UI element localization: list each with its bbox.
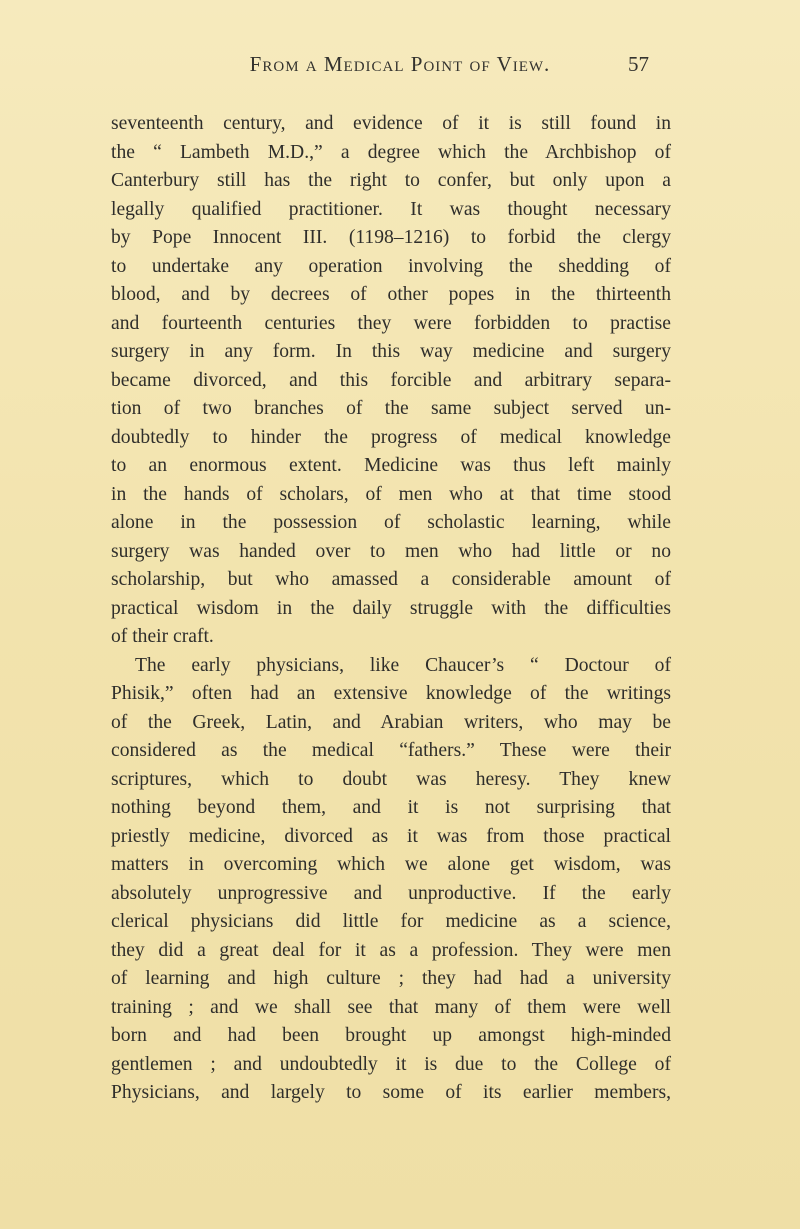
text-line: gentlemen ; and undoubtedly it is due to the College of	[111, 1053, 671, 1075]
text-line: nothing beyond them, and it is not surprising that	[111, 797, 671, 818]
text-line: surgery was handed over to men who had little or no	[111, 540, 671, 562]
text-line: to an enormous extent. Medicine was thus left mainly	[111, 455, 671, 476]
text-line: in the hands of scholars, of men who at that time stood	[111, 483, 671, 505]
text-line: to undertake any operation involving the shedding of	[111, 255, 671, 277]
text-line: training ; and we shall see that many of them were well	[111, 996, 671, 1018]
text-line: of their craft.	[111, 626, 214, 647]
text-line: and fourteenth centuries they were forbidden to practise	[111, 312, 671, 334]
body-text	[111, 110, 671, 1108]
text-line: the “ Lambeth M.D.,” a degree which the Archbishop of	[111, 141, 671, 163]
text-line: The early physicians, like Chaucer’s “ Doctour of	[135, 654, 671, 676]
text-line: priestly medicine, divorced as it was from those practical	[111, 825, 671, 847]
text-line: legally qualified practitioner. It was thought necessary	[111, 198, 671, 220]
text-line: matters in overcoming which we alone get wisdom, was	[111, 854, 671, 875]
text-line: clerical physicians did little for medicine as a science,	[111, 911, 671, 932]
text-line: Physicians, and largely to some of its earlier members,	[111, 1082, 671, 1103]
text-line: practical wisdom in the daily struggle with the difficulties	[111, 597, 671, 619]
text-line: doubtedly to hinder the progress of medical knowledge	[111, 426, 671, 448]
text-line: they did a great deal for it as a profession. They were men	[111, 939, 671, 961]
text-line: of learning and high culture ; they had had a university	[111, 968, 671, 989]
text-line: scriptures, which to doubt was heresy. They knew	[111, 768, 671, 790]
text-line: scholarship, but who amassed a considerable amount of	[111, 569, 671, 590]
text-line: tion of two branches of the same subject served un-	[111, 398, 671, 419]
text-line: of the Greek, Latin, and Arabian writers, who may be	[111, 711, 671, 733]
text-line: by Pope Innocent III. (1198–1216) to forbid the clergy	[111, 227, 671, 248]
page-number: 57	[628, 52, 649, 76]
text-line: Canterbury still has the right to confer, but only upon a	[111, 170, 671, 191]
text-line: surgery in any form. In this way medicine and surgery	[111, 341, 671, 362]
text-line: absolutely unprogressive and unproductive. If the early	[111, 882, 671, 904]
text-line: blood, and by decrees of other popes in the thirteenth	[111, 284, 671, 305]
text-line: became divorced, and this forcible and arbitrary separa-	[111, 369, 671, 391]
text-line: considered as the medical “fathers.” These were their	[111, 740, 671, 761]
text-line: born and had been brought up amongst high-minded	[111, 1025, 671, 1046]
text-line: Phisik,” often had an extensive knowledge of the writings	[111, 683, 671, 704]
running-head: From a Medical Point of View.	[249, 52, 551, 76]
text-line: alone in the possession of scholastic learning, while	[111, 512, 671, 533]
text-line: seventeenth century, and evidence of it is still found in	[111, 113, 671, 134]
